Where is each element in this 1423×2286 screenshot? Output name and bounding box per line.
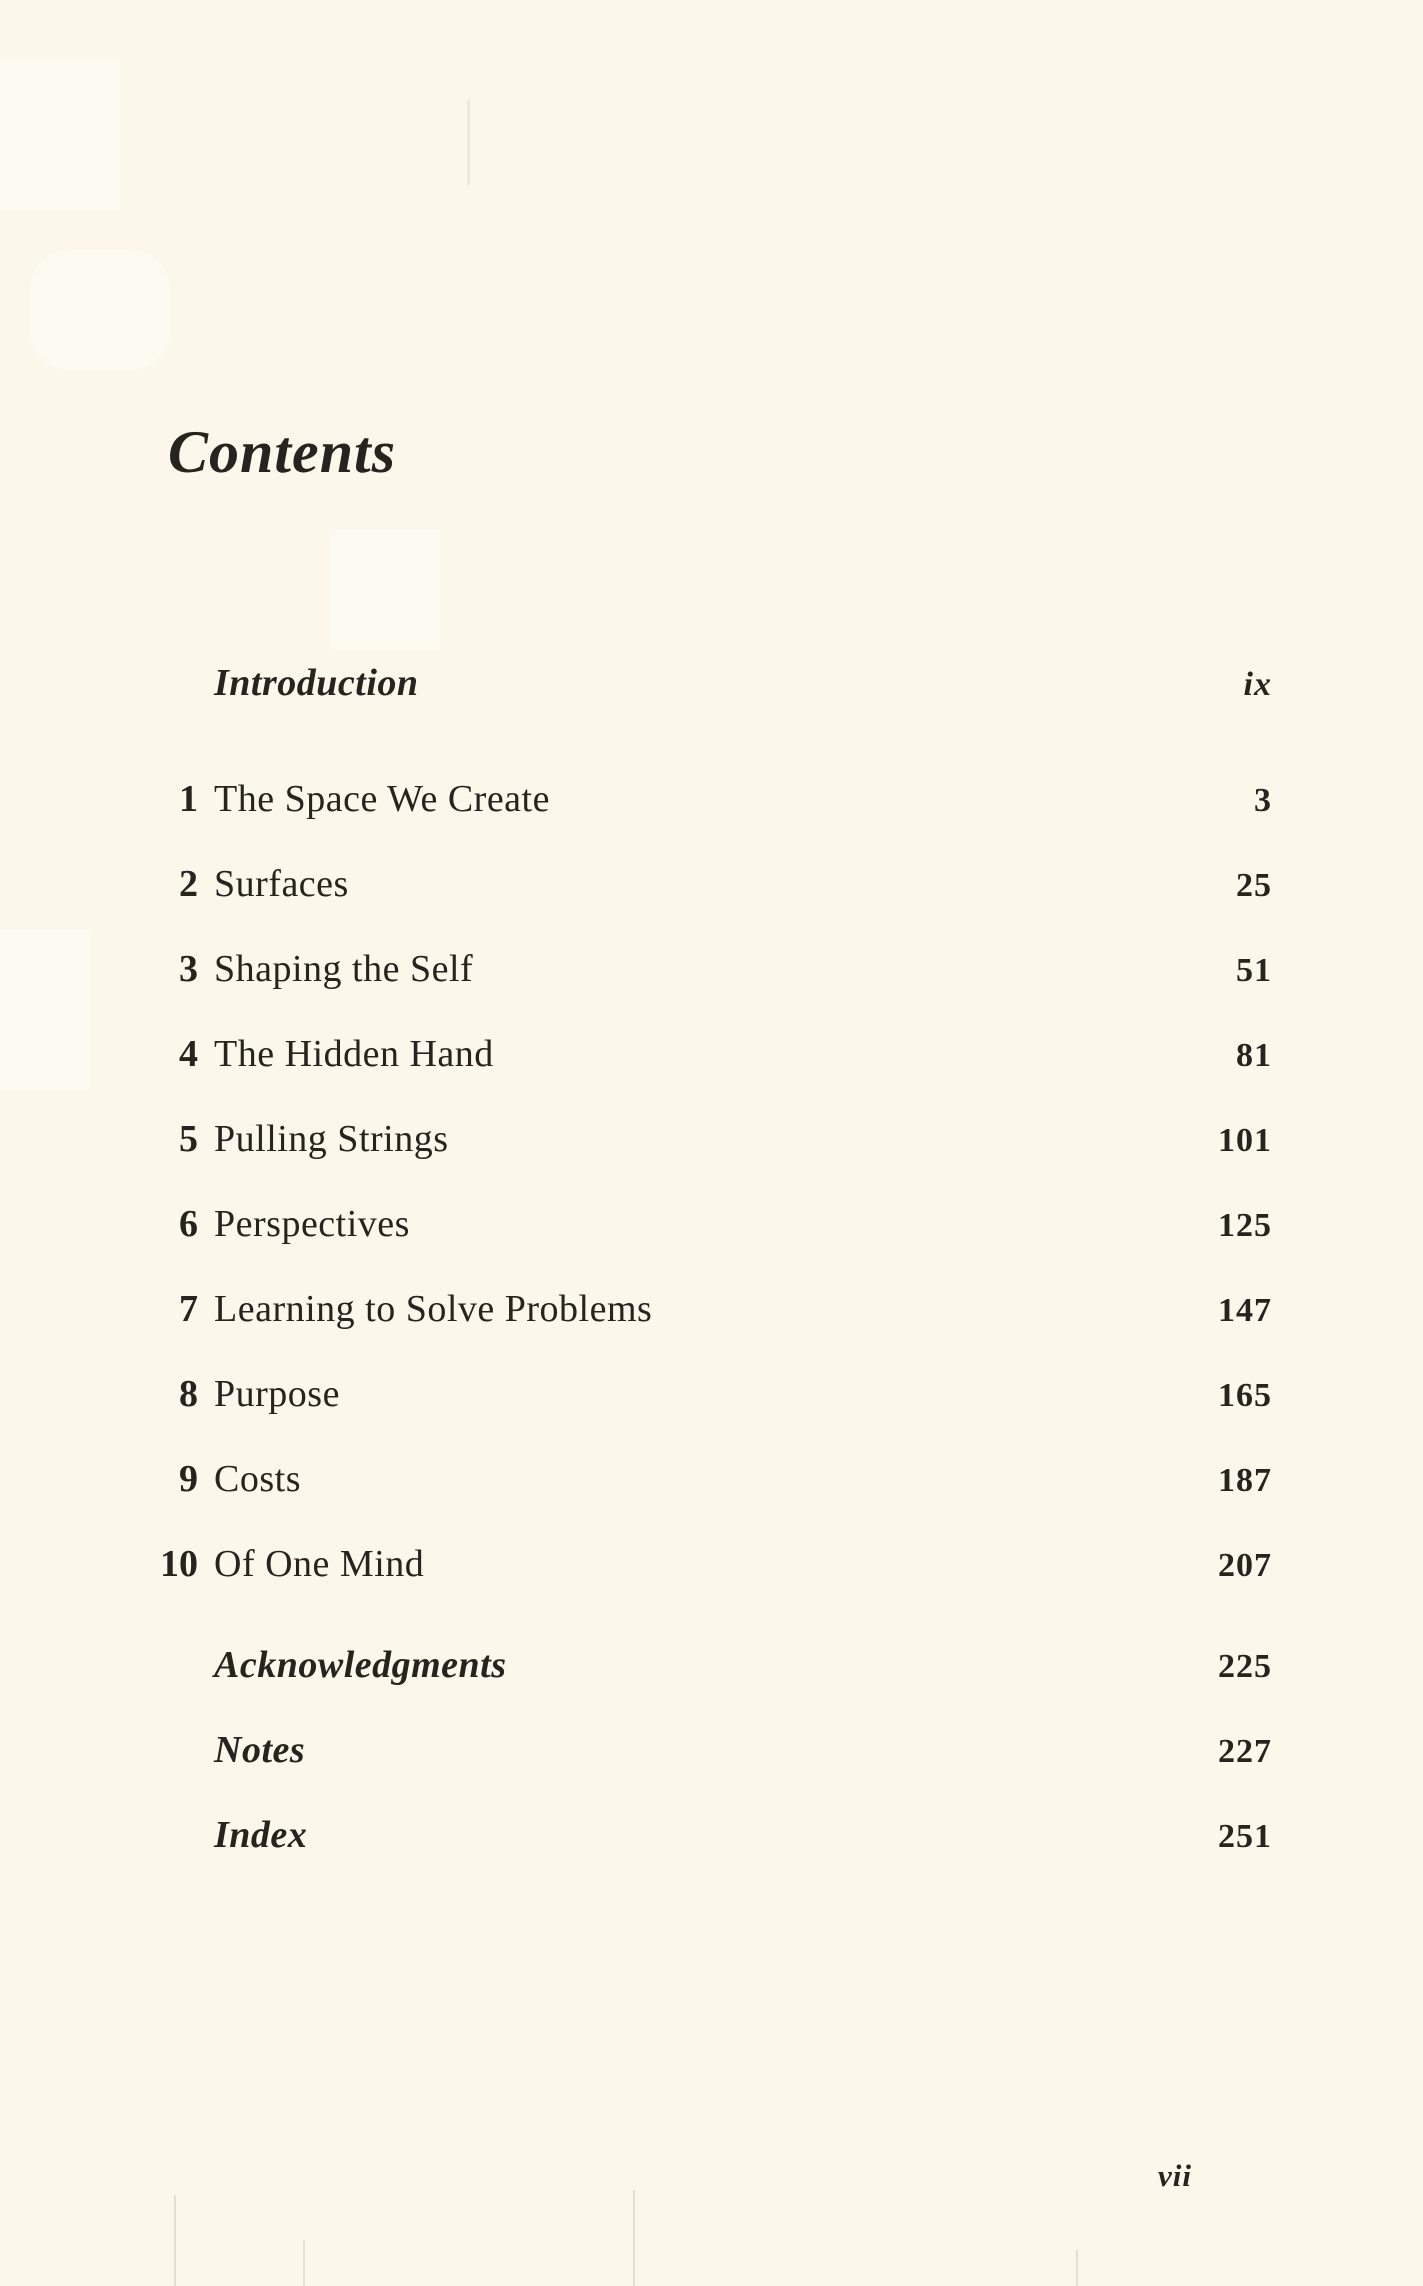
entry-page-number: 3 <box>1254 782 1272 819</box>
entry-title: Acknowledgments <box>214 1644 507 1686</box>
toc-row <box>150 950 1272 992</box>
toc-row <box>150 1731 1272 1773</box>
entry-title: Perspectives <box>214 1203 410 1245</box>
toc-row <box>150 1646 1272 1688</box>
chapter-number: 8 <box>179 1373 198 1415</box>
entry-title: Index <box>214 1814 308 1856</box>
toc-row <box>150 1205 1272 1247</box>
chapter-number: 3 <box>179 948 198 990</box>
entry-page-number: 187 <box>1218 1462 1272 1499</box>
entry-page-number: 225 <box>1218 1648 1272 1685</box>
entry-title: The Hidden Hand <box>214 1033 494 1075</box>
entry-page-number: ix <box>1243 666 1272 703</box>
page-title: Contents <box>168 419 397 485</box>
entry-title: The Space We Create <box>214 778 550 820</box>
toc-row <box>150 1120 1272 1162</box>
scan-artifact-line <box>467 100 470 185</box>
entry-page-number: 165 <box>1218 1377 1272 1414</box>
entry-title: Notes <box>214 1729 306 1771</box>
toc-row <box>150 1545 1272 1587</box>
chapter-number: 1 <box>179 778 198 820</box>
entry-page-number: 101 <box>1218 1122 1272 1159</box>
entry-title: Pulling Strings <box>214 1118 449 1160</box>
toc-row <box>150 1290 1272 1332</box>
folio-page-number: vii <box>1158 2158 1192 2193</box>
entry-page-number: 147 <box>1218 1292 1272 1329</box>
scan-artifact-line <box>174 2195 176 2286</box>
chapter-number: 5 <box>179 1118 198 1160</box>
scan-artifact <box>0 60 120 210</box>
scan-artifact-line <box>1076 2250 1078 2286</box>
toc-row <box>150 1035 1272 1077</box>
entry-page-number: 25 <box>1236 867 1272 904</box>
entry-title: Costs <box>214 1458 301 1500</box>
toc-row <box>150 1816 1272 1858</box>
entry-page-number: 207 <box>1218 1547 1272 1584</box>
entry-title: Purpose <box>214 1373 340 1415</box>
scan-artifact <box>30 250 170 370</box>
entry-title: Learning to Solve Problems <box>214 1288 653 1330</box>
toc-row <box>150 780 1272 822</box>
entry-page-number: 125 <box>1218 1207 1272 1244</box>
entry-title: Introduction <box>214 662 419 704</box>
entry-page-number: 51 <box>1236 952 1272 989</box>
toc-row <box>150 1460 1272 1502</box>
entry-title: Of One Mind <box>214 1543 425 1585</box>
scan-artifact-line <box>633 2190 635 2286</box>
scan-artifact-line <box>303 2240 305 2286</box>
entry-page-number: 81 <box>1236 1037 1272 1074</box>
table-of-contents <box>150 664 1272 1901</box>
chapter-number: 9 <box>179 1458 198 1500</box>
entry-page-number: 227 <box>1218 1733 1272 1770</box>
entry-title: Shaping the Self <box>214 948 474 990</box>
chapter-number: 4 <box>179 1033 198 1075</box>
toc-row <box>150 664 1272 706</box>
toc-row <box>150 865 1272 907</box>
scan-artifact <box>330 530 440 650</box>
chapter-number: 2 <box>179 863 198 905</box>
chapter-number: 7 <box>179 1288 198 1330</box>
scan-artifact <box>0 930 90 1090</box>
chapter-number: 10 <box>160 1543 198 1585</box>
chapter-number: 6 <box>179 1203 198 1245</box>
entry-page-number: 251 <box>1218 1818 1272 1855</box>
entry-title: Surfaces <box>214 863 349 905</box>
toc-row <box>150 1375 1272 1417</box>
